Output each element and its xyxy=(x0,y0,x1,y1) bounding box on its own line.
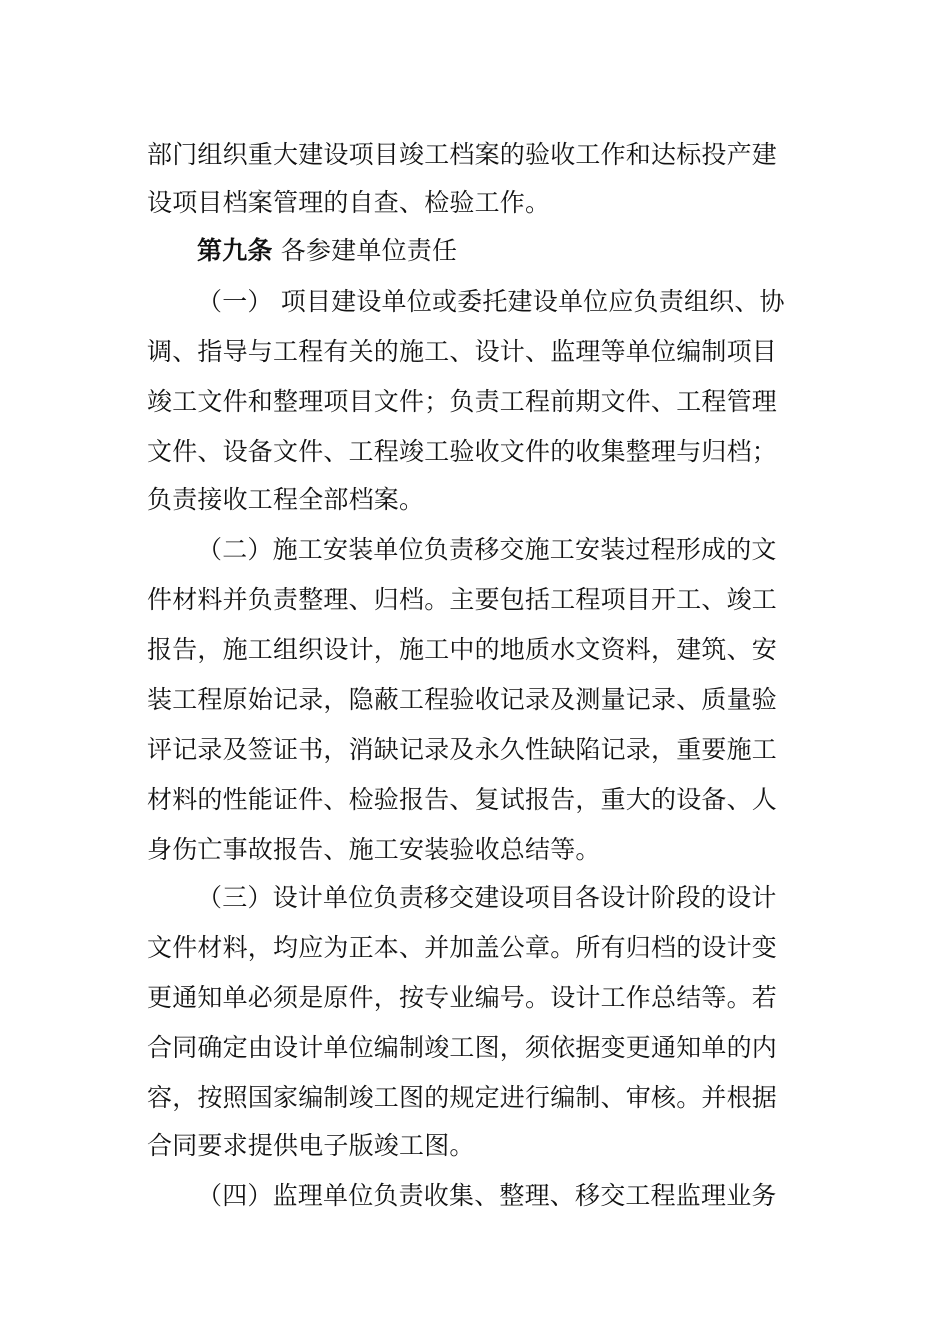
body-line: 合同确定由设计单位编制竣工图，须依据变更通知单的内 xyxy=(147,1033,778,1062)
article-heading xyxy=(197,236,857,266)
body-line: 容，按照国家编制竣工图的规定进行编制、审核。并根据 xyxy=(147,1083,778,1112)
body-line: （三）设计单位负责移交建设项目各设计阶段的设计 xyxy=(197,883,777,912)
body-line: 报告，施工组织设计，施工中的地质水文资料，建筑、安 xyxy=(147,635,778,664)
body-line: 合同要求提供电子版竣工图。 xyxy=(147,1131,475,1160)
body-line: 件材料并负责整理、归档。主要包括工程项目开工、竣工 xyxy=(147,585,778,614)
body-line: （一） 项目建设单位或委托建设单位应负责组织、协 xyxy=(197,287,785,316)
body-line: 装工程原始记录，隐蔽工程验收记录及测量记录、质量验 xyxy=(147,685,778,714)
body-line: 文件、设备文件、工程竣工验收文件的收集整理与归档； xyxy=(147,437,778,466)
body-line: 评记录及签证书，消缺记录及永久性缺陷记录，重要施工 xyxy=(147,735,778,764)
body-line: 身伤亡事故报告、施工安装验收总结等。 xyxy=(147,835,601,864)
body-line: 设项目档案管理的自查、检验工作。 xyxy=(147,188,551,217)
body-line: （二）施工安装单位负责移交施工安装过程形成的文 xyxy=(197,535,777,564)
body-line: （四）监理单位负责收集、整理、移交工程监理业务 xyxy=(197,1181,777,1210)
body-line: 调、指导与工程有关的施工、设计、监理等单位编制项目 xyxy=(147,337,778,366)
body-line: 负责接收工程全部档案。 xyxy=(147,485,425,514)
body-line: 竣工文件和整理项目文件；负责工程前期文件、工程管理 xyxy=(147,387,778,416)
article-number: 第九条 xyxy=(197,236,273,265)
body-line: 部门组织重大建设项目竣工档案的验收工作和达标投产建 xyxy=(147,140,778,169)
article-title: 各参建单位责任 xyxy=(280,236,458,265)
body-line: 材料的性能证件、检验报告、复试报告，重大的设备、人 xyxy=(147,785,778,814)
body-line: 更通知单必须是原件，按专业编号。设计工作总结等。若 xyxy=(147,983,778,1012)
body-line: 文件材料，均应为正本、并加盖公章。所有归档的设计变 xyxy=(147,933,778,962)
